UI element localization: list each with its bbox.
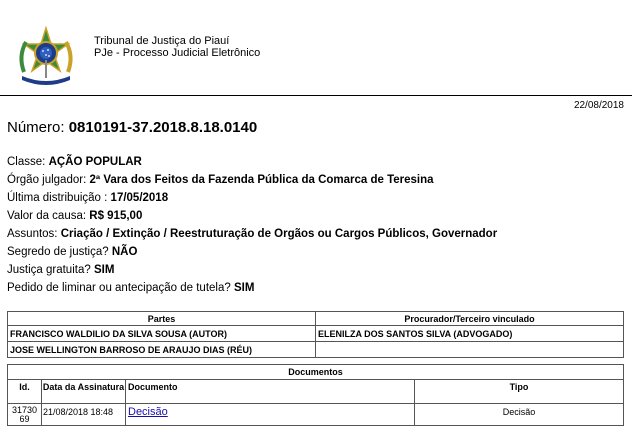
field-valor-causa (7, 207, 497, 225)
field-ultima-distribuicao (7, 189, 497, 207)
documentos-title: Documentos (8, 365, 624, 380)
field-value: NÃO (111, 246, 138, 258)
field-label: Assuntos: (7, 228, 58, 240)
procurador-col-header: Procurador/Terceiro vinculado (316, 312, 624, 326)
procurador-cell: ELENILZA DOS SANTOS SILVA (ADVOGADO) (316, 326, 624, 342)
document-name-cell (126, 404, 415, 426)
process-number-value: 0810191-37.2018.8.18.0140 (68, 119, 258, 136)
field-value: 2ª Vara dos Feitos da Fazenda Pública da Comarca de Teresina (89, 174, 434, 186)
field-label: Última distribuição : (7, 192, 108, 204)
field-classe (7, 153, 497, 171)
documentos-header-row (8, 380, 624, 404)
id-col-header: Id. (8, 380, 42, 404)
documentos-title-row (8, 365, 624, 380)
table-row (8, 326, 624, 342)
partes-col-header: Partes (8, 312, 316, 326)
field-label: Valor da causa: (7, 210, 87, 222)
court-name: Tribunal de Justiça do Piauí (94, 35, 230, 47)
documento-col-header: Documento (126, 380, 415, 404)
document-type-cell: Decisão (415, 404, 624, 426)
process-number-label: Número: (7, 119, 65, 136)
procurador-cell (316, 342, 624, 358)
field-orgao-julgador (7, 171, 497, 189)
tipo-col-header: Tipo (415, 380, 624, 404)
field-label: Órgão julgador: (7, 174, 87, 186)
table-row (8, 342, 624, 358)
field-pedido-liminar (7, 279, 497, 297)
document-date-cell: 21/08/2018 18:48 (42, 404, 126, 426)
field-assuntos (7, 225, 497, 243)
field-label: Pedido de liminar ou antecipação de tutela? (7, 282, 231, 294)
field-value: R$ 915,00 (89, 210, 143, 222)
field-value: 17/05/2018 (110, 192, 169, 204)
documentos-table (7, 364, 624, 426)
field-value: Criação / Extinção / Reestruturação de Orgãos ou Cargos Públicos, Governador (60, 228, 498, 240)
partes-header-row (8, 312, 624, 326)
parte-cell: JOSE WELLINGTON BARROSO DE ARAUJO DIAS (RÉU) (8, 342, 316, 358)
document-id-part: 31730 (11, 404, 38, 415)
partes-table (7, 311, 624, 358)
document-link[interactable]: Decisão (128, 406, 168, 418)
process-number (7, 119, 257, 136)
field-value: SIM (233, 282, 255, 294)
field-value: SIM (93, 264, 115, 276)
document-id-part: 69 (19, 413, 30, 424)
field-justica-gratuita (7, 261, 497, 279)
data-col-header: Data da Assinatura (42, 380, 126, 404)
field-value: AÇÃO POPULAR (48, 156, 142, 168)
field-label: Segredo de justiça? (7, 246, 109, 258)
document-header (14, 20, 624, 86)
field-segredo-justica (7, 243, 497, 261)
table-row (8, 404, 624, 426)
header-divider (0, 95, 632, 96)
system-name: PJe - Processo Judicial Eletrônico (94, 47, 261, 59)
parte-cell: FRANCISCO WALDILIO DA SILVA SOUSA (AUTOR) (8, 326, 316, 342)
organization-name (94, 35, 260, 59)
print-date: 22/08/2018 (573, 100, 624, 111)
document-id-cell (8, 404, 42, 426)
brazil-coat-of-arms-icon (14, 26, 78, 86)
process-fields (7, 153, 497, 297)
field-label: Justiça gratuita? (7, 264, 91, 276)
field-label: Classe: (7, 156, 46, 168)
